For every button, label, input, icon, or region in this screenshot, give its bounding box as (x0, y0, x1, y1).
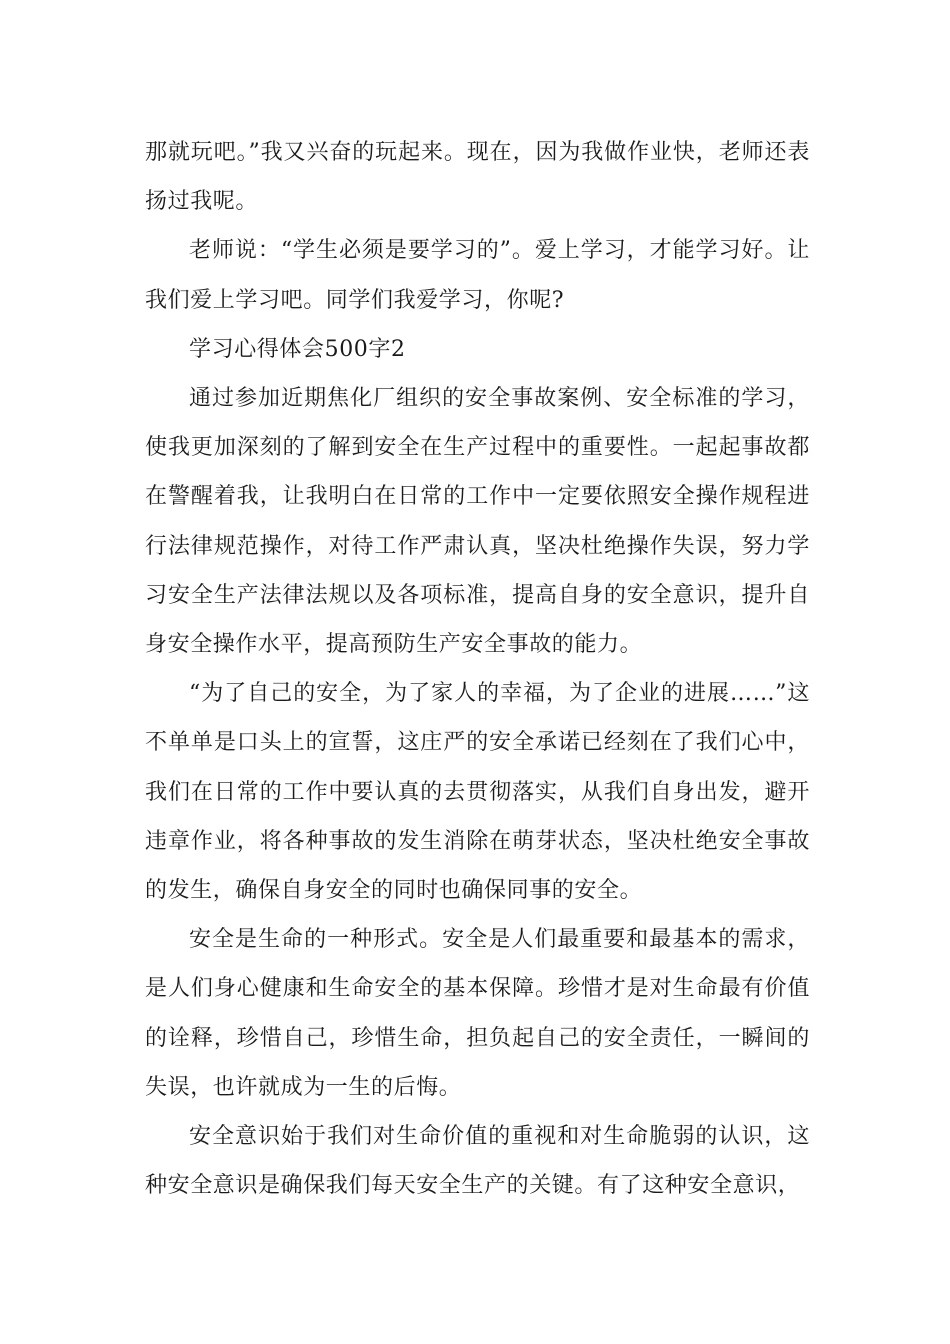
paragraph-safety-study: 通过参加近期焦化厂组织的安全事故案例、安全标准的学习，使我更加深刻的了解到安全在生产过程中的重要性。一起起事故都在警醒着我，让我明白在日常的工作中一定要依照安全操作规程进行法律规范操作，对待工作严肃认真，坚决杜绝操作失误，努力学习安全生产法律法规以及各项标准，提高自身的安全意识，提升自身安全操作水平，提高预防生产安全事故的能力。 (145, 386, 810, 658)
paragraph-safety-awareness: 安全意识始于我们对生命价值的重视和对生命脆弱的认识，这种安全意识是确保我们每天安全生产的关键。有了这种安全意识， (145, 1124, 810, 1199)
document-body (145, 128, 810, 1210)
section-heading: 学习心得体会500字2 (189, 336, 406, 362)
paragraph-continuation: 那就玩吧。”我又兴奋的玩起来。现在，因为我做作业快，老师还表扬过我呢。 (145, 140, 810, 215)
paragraph-safety-life: 安全是生命的一种形式。安全是人们最重要和最基本的需求，是人们身心健康和生命安全的基本保障。珍惜才是对生命最有价值的诠释，珍惜自己，珍惜生命，担负起自己的安全责任，一瞬间的失误，也许就成为一生的后悔。 (145, 927, 810, 1100)
paragraph-safety-pledge: “为了自己的安全，为了家人的幸福，为了企业的进展……”这不单单是口头上的宣誓，这庄严的安全承诺已经刻在了我们心中，我们在日常的工作中要认真的去贯彻落实，从我们自身出发，避开违章作业，将各种事故的发生消除在萌芽状态，坚决杜绝安全事故的发生，确保自身安全的同时也确保同事的安全。 (145, 681, 810, 904)
paragraph-teacher-quote: 老师说：“学生必须是要学习的”。爱上学习，才能学习好。让我们爱上学习吧。同学们我爱学习，你呢? (145, 238, 810, 313)
